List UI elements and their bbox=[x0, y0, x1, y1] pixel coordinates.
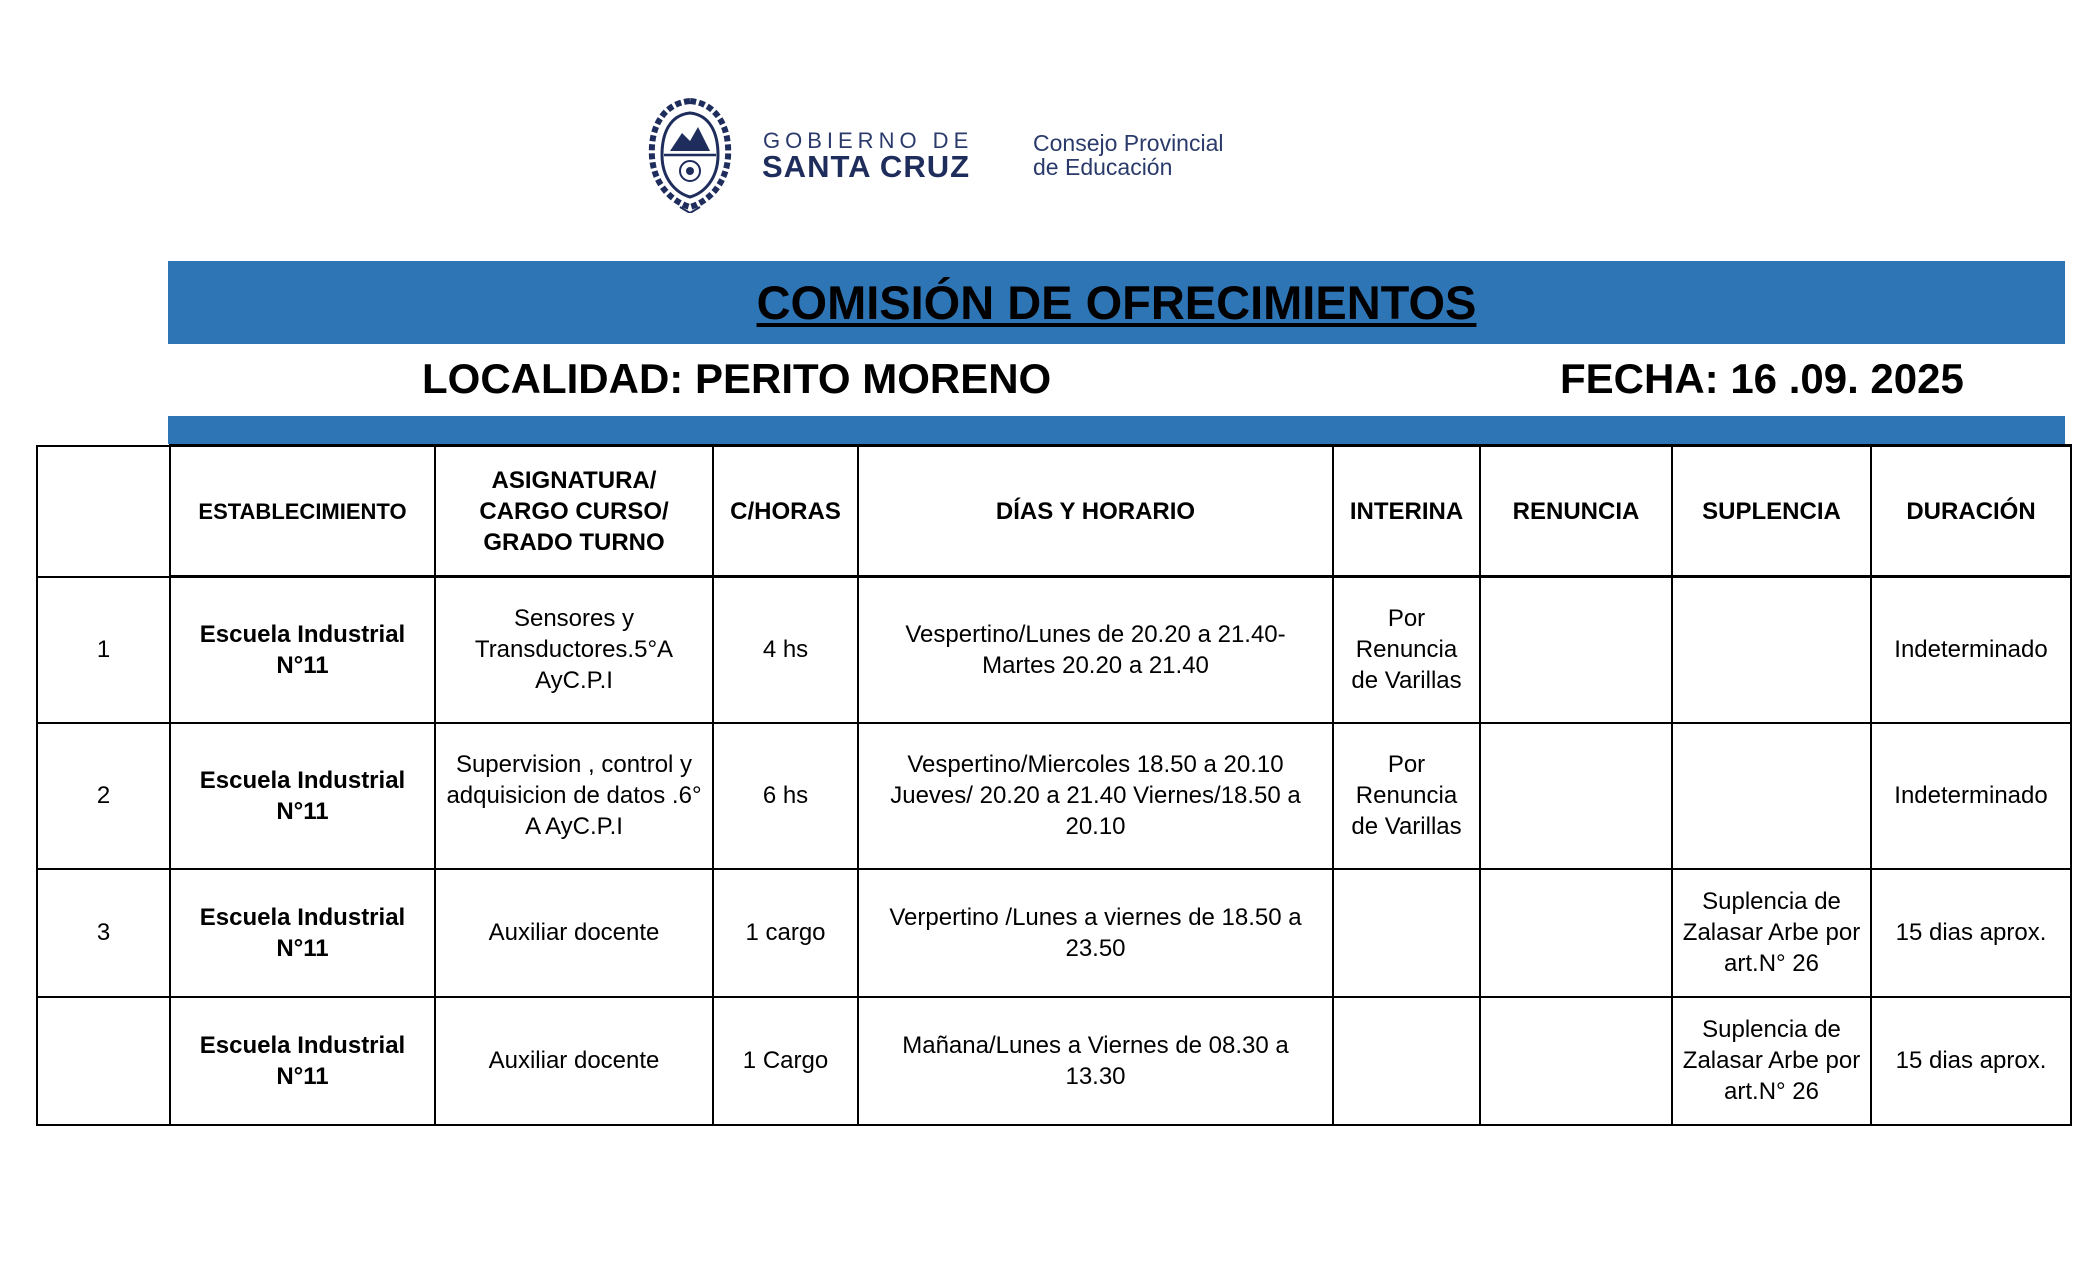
row-suplencia: Suplencia de Zalasar Arbe por art.N° 26 bbox=[1672, 869, 1871, 997]
table-row bbox=[37, 869, 2071, 997]
row-renuncia bbox=[1480, 997, 1672, 1125]
title-band bbox=[168, 261, 2065, 344]
row-interina bbox=[1333, 997, 1480, 1125]
row-duracion: 15 dias aprox. bbox=[1871, 997, 2071, 1125]
table-row bbox=[37, 577, 2071, 723]
header-num bbox=[37, 446, 170, 577]
row-duracion: 15 dias aprox. bbox=[1871, 869, 2071, 997]
row-num bbox=[37, 997, 170, 1125]
row-establecimiento: Escuela Industrial N°11 bbox=[170, 577, 435, 723]
row-dias-horario: Vespertino/Lunes de 20.20 a 21.40- Martes 20.20 a 21.40 bbox=[858, 577, 1333, 723]
row-establecimiento: Escuela Industrial N°11 bbox=[170, 723, 435, 869]
row-asignatura: Auxiliar docente bbox=[435, 997, 713, 1125]
row-duracion: Indeterminado bbox=[1871, 577, 2071, 723]
row-renuncia bbox=[1480, 723, 1672, 869]
table-row bbox=[37, 723, 2071, 869]
fecha-label: FECHA: 16 .09. 2025 bbox=[1560, 355, 1964, 402]
row-suplencia: Suplencia de Zalasar Arbe por art.N° 26 bbox=[1672, 997, 1871, 1125]
row-dias-horario: Vespertino/Miercoles 18.50 a 20.10 Jueves/ 20.20 a 21.40 Viernes/18.50 a 20.10 bbox=[858, 723, 1333, 869]
row-asignatura: Supervision , control y adquisicion de datos .6° A AyC.P.I bbox=[435, 723, 713, 869]
row-horas: 4 hs bbox=[713, 577, 858, 723]
logo-text-top: GOBIERNO DE bbox=[763, 128, 974, 153]
row-duracion: Indeterminado bbox=[1871, 723, 2071, 869]
header-renuncia: RENUNCIA bbox=[1480, 446, 1672, 577]
header-duracion: DURACIÓN bbox=[1871, 446, 2071, 577]
localidad-label: LOCALIDAD: PERITO MORENO bbox=[422, 355, 1052, 402]
row-horas: 6 hs bbox=[713, 723, 858, 869]
row-num: 1 bbox=[37, 577, 170, 723]
consejo-provincial-label: Consejo Provincial de Educación bbox=[1033, 130, 1224, 180]
header-establecimiento: ESTABLECIMIENTO bbox=[170, 446, 435, 577]
row-interina: Por Renuncia de Varillas bbox=[1333, 723, 1480, 869]
row-dias-horario: Mañana/Lunes a Viernes de 08.30 a 13.30 bbox=[858, 997, 1333, 1125]
blue-divider-band bbox=[168, 416, 2065, 444]
offers-table bbox=[36, 444, 2072, 1126]
row-establecimiento: Escuela Industrial N°11 bbox=[170, 869, 435, 997]
row-asignatura: Sensores y Transductores.5°A AyC.P.I bbox=[435, 577, 713, 723]
page-title: COMISIÓN DE OFRECIMIENTOS bbox=[756, 276, 1477, 329]
row-num: 3 bbox=[37, 869, 170, 997]
header-asignatura: ASIGNATURA/ CARGO CURSO/ GRADO TURNO bbox=[435, 446, 713, 577]
row-asignatura: Auxiliar docente bbox=[435, 869, 713, 997]
header-suplencia: SUPLENCIA bbox=[1672, 446, 1871, 577]
header-interina: INTERINA bbox=[1333, 446, 1480, 577]
logo-text-bottom: SANTA CRUZ bbox=[762, 149, 971, 184]
row-establecimiento: Escuela Industrial N°11 bbox=[170, 997, 435, 1125]
header-horas: C/HORAS bbox=[713, 446, 858, 577]
header-logo bbox=[640, 95, 1260, 215]
row-renuncia bbox=[1480, 869, 1672, 997]
row-suplencia bbox=[1672, 723, 1871, 869]
row-horas: 1 cargo bbox=[713, 869, 858, 997]
table-row bbox=[37, 997, 2071, 1125]
table-header-row bbox=[37, 446, 2071, 577]
row-interina bbox=[1333, 869, 1480, 997]
header-dias-horario: DÍAS Y HORARIO bbox=[858, 446, 1333, 577]
row-suplencia bbox=[1672, 577, 1871, 723]
row-dias-horario: Verpertino /Lunes a viernes de 18.50 a 23.50 bbox=[858, 869, 1333, 997]
row-interina: Por Renuncia de Varillas bbox=[1333, 577, 1480, 723]
row-renuncia bbox=[1480, 577, 1672, 723]
row-horas: 1 Cargo bbox=[713, 997, 858, 1125]
provincial-seal-icon bbox=[640, 95, 740, 213]
row-num: 2 bbox=[37, 723, 170, 869]
